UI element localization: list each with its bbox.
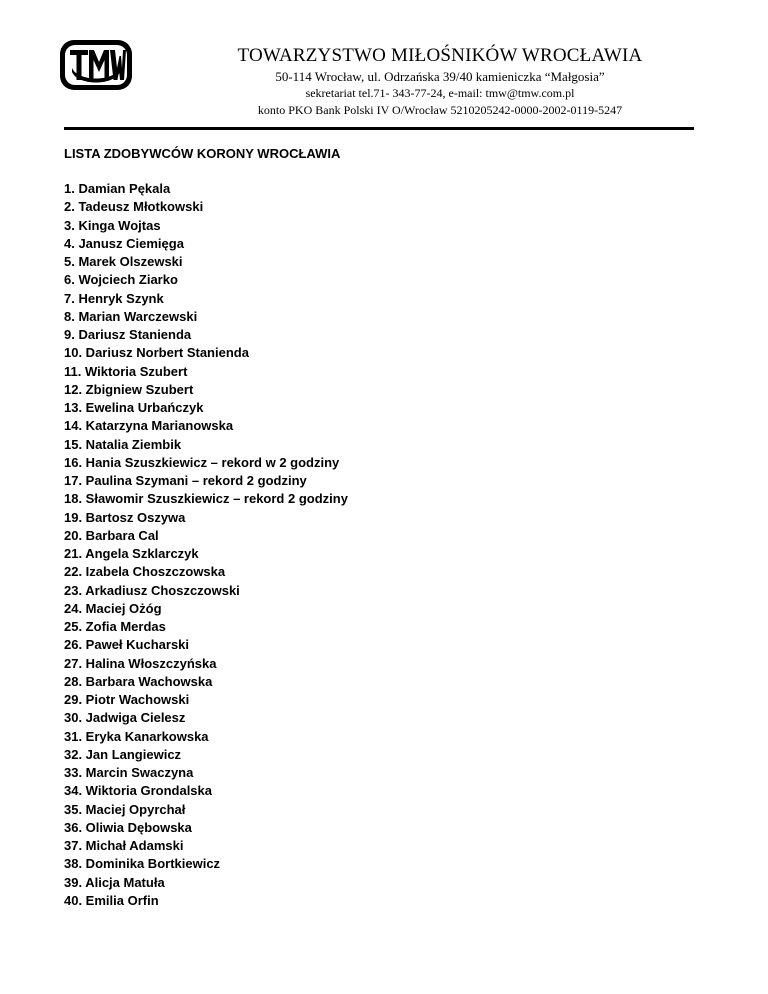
winner-entry: 24. Maciej Ożóg xyxy=(64,600,162,616)
winner-entry: 10. Dariusz Norbert Stanienda xyxy=(64,345,249,361)
winner-entry: 13. Ewelina Urbańczyk xyxy=(64,400,204,415)
organization-address: 50-114 Wrocław, ul. Odrzańska 39/40 kamieniczka “Małgosia” xyxy=(275,69,605,84)
tmw-logo xyxy=(58,38,134,92)
winner-entry: 35. Maciej Opyrchał xyxy=(64,801,186,817)
winners-list xyxy=(64,180,348,910)
winner-entry: 26. Paweł Kucharski xyxy=(64,637,190,653)
winner-entry: 34. Wiktoria Grondalska xyxy=(64,783,212,799)
winner-entry: 9. Dariusz Stanienda xyxy=(64,327,192,342)
bank-account: konto PKO Bank Polski IV O/Wrocław 5210205242-0000-2002-0119-5247 xyxy=(257,103,623,117)
winner-entry: 3. Kinga Wojtas xyxy=(64,217,161,233)
winner-entry: 8. Marian Warczewski xyxy=(64,308,198,324)
winner-entry: 18. Sławomir Szuszkiewicz – rekord 2 godziny xyxy=(64,491,348,507)
winner-entry: 5. Marek Olszewski xyxy=(64,254,183,269)
winner-entry: 1. Damian Pękala xyxy=(64,181,171,196)
winner-entry: 38. Dominika Bortkiewicz xyxy=(64,856,221,872)
winner-entry: 6. Wojciech Ziarko xyxy=(64,272,178,288)
winner-entry: 4. Janusz Ciemięga xyxy=(64,235,184,251)
winner-entry: 39. Alicja Matuła xyxy=(64,874,165,890)
svg-text:TMW: TMW xyxy=(96,68,99,69)
winner-entry: 2. Tadeusz Młotkowski xyxy=(64,199,204,215)
winner-entry: 40. Emilia Orfin xyxy=(64,892,159,908)
winner-entry: 21. Angela Szklarczyk xyxy=(64,546,199,561)
winner-entry: 17. Paulina Szymani – rekord 2 godziny xyxy=(64,473,307,488)
winner-entry: 16. Hania Szuszkiewicz – rekord w 2 godziny xyxy=(64,454,340,470)
winner-entry: 27. Halina Włoszczyńska xyxy=(64,655,217,671)
organization-name: TOWARZYSTWO MIŁOŚNIKÓW WROCŁAWIA xyxy=(237,45,643,66)
winner-entry: 31. Eryka Kanarkowska xyxy=(64,728,209,744)
winner-entry: 11. Wiktoria Szubert xyxy=(64,363,188,379)
organization-contact: sekretariat tel.71- 343-77-24, e-mail: tmw@tmw.com.pl xyxy=(305,86,575,100)
winner-entry: 30. Jadwiga Cielesz xyxy=(64,710,186,726)
winner-entry: 19. Bartosz Oszywa xyxy=(64,509,186,525)
winner-entry: 29. Piotr Wachowski xyxy=(64,692,190,707)
winner-entry: 15. Natalia Ziembik xyxy=(64,436,182,452)
winner-entry: 36. Oliwia Dębowska xyxy=(64,819,192,835)
winner-entry: 20. Barbara Cal xyxy=(64,527,159,543)
winner-entry: 22. Izabela Choszczowska xyxy=(64,564,226,580)
winner-entry: 25. Zofia Merdas xyxy=(64,619,166,634)
winner-entry: 32. Jan Langiewicz xyxy=(64,746,182,762)
winner-entry: 37. Michał Adamski xyxy=(64,838,184,853)
winner-entry: 28. Barbara Wachowska xyxy=(64,673,213,689)
header-divider xyxy=(64,127,694,130)
winner-entry: 14. Katarzyna Marianowska xyxy=(64,418,234,434)
winner-entry: 7. Henryk Szynk xyxy=(64,290,164,306)
winner-entry: 12. Zbigniew Szubert xyxy=(64,381,194,397)
list-title: LISTA ZDOBYWCÓW KORONY WROCŁAWIA xyxy=(64,146,341,161)
winner-entry: 23. Arkadiusz Choszczowski xyxy=(64,582,240,598)
winner-entry: 33. Marcin Swaczyna xyxy=(64,765,194,780)
letterhead xyxy=(180,44,700,119)
